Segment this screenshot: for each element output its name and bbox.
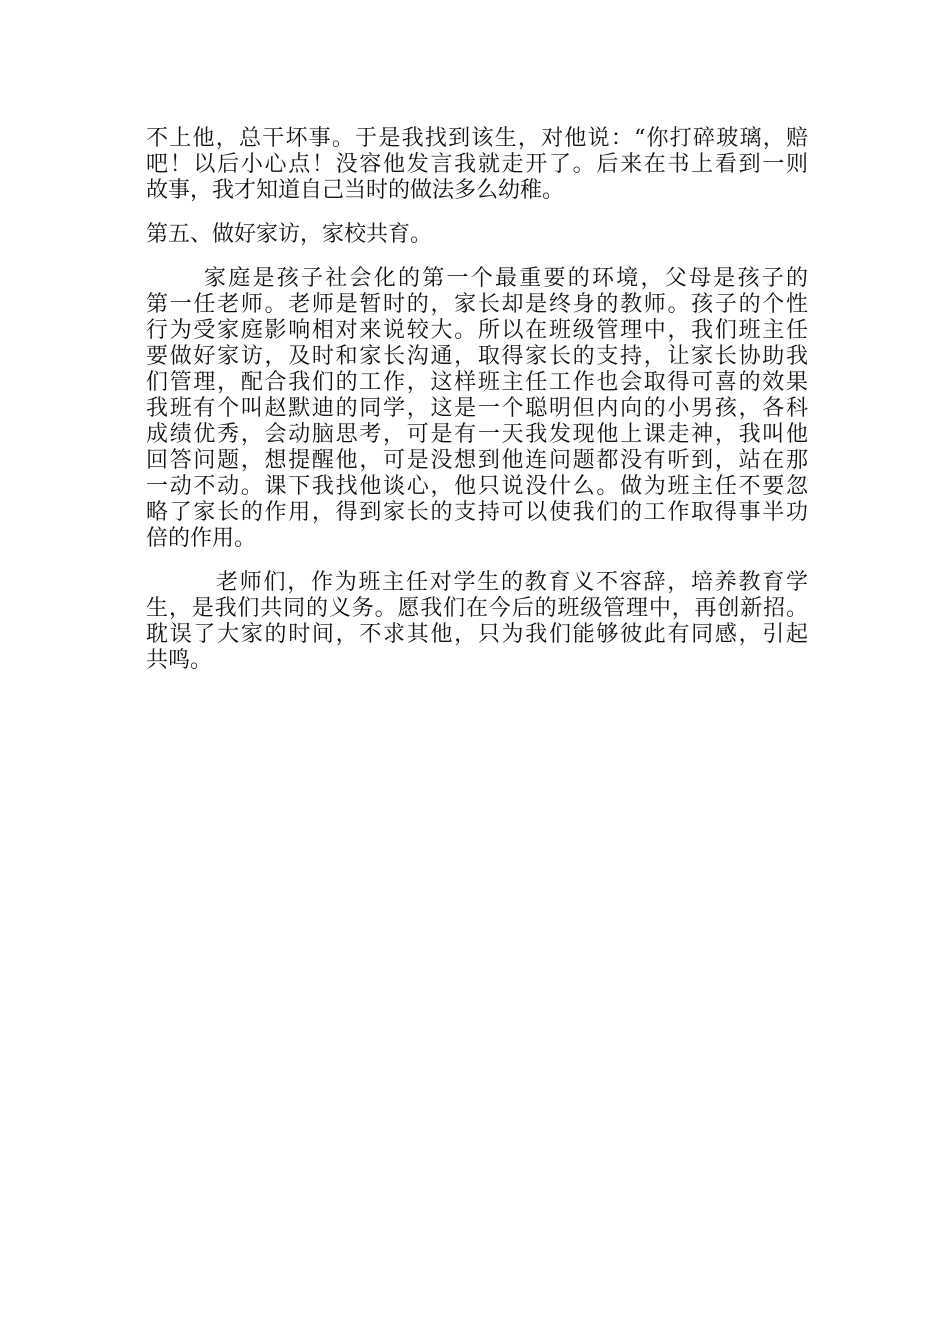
paragraph-continuation bbox=[146, 126, 808, 204]
text-line: 回答问题，想提醒他，可是没想到他连问题都没有听到，站在那 bbox=[146, 448, 808, 473]
text-line: 要做好家访，及时和家长沟通，取得家长的支持，让家长协助我 bbox=[146, 344, 808, 369]
text-line: 老师们，作为班主任对学生的教育义不容辞，培养教育学 bbox=[216, 570, 808, 595]
paragraph-closing bbox=[146, 570, 808, 674]
text-line: 家庭是孩子社会化的第一个最重要的环境，父母是孩子的 bbox=[204, 266, 808, 291]
text-line: 故事，我才知道自己当时的做法多么幼稚。 bbox=[146, 178, 565, 203]
text-line: 我班有个叫赵默迪的同学，这是一个聪明但内向的小男孩，各科 bbox=[146, 396, 808, 421]
text-line: 略了家长的作用，得到家长的支持可以使我们的工作取得事半功 bbox=[146, 500, 808, 525]
text-line: 第一任老师。老师是暂时的，家长却是终身的教师。孩子的个性 bbox=[146, 292, 808, 317]
text-line: 行为受家庭影响相对来说较大。所以在班级管理中，我们班主任 bbox=[146, 318, 808, 343]
section-heading bbox=[146, 222, 808, 248]
text-line: 共鸣。 bbox=[146, 648, 213, 673]
text-line: 吧！以后小心点！没容他发言我就走开了。后来在书上看到一则 bbox=[146, 152, 808, 177]
text-line: 耽误了大家的时间，不求其他，只为我们能够彼此有同感，引起 bbox=[146, 622, 808, 647]
text-line: 不上他，总干坏事。于是我找到该生，对他说：“你打碎玻璃，赔 bbox=[146, 126, 808, 151]
document-body bbox=[146, 126, 808, 674]
heading-line: 第五、做好家访，家校共育。 bbox=[146, 222, 433, 247]
text-line: 一动不动。课下我找他谈心，他只说没什么。做为班主任不要忽 bbox=[146, 474, 808, 499]
paragraph-home-visit bbox=[146, 266, 808, 552]
text-line: 倍的作用。 bbox=[146, 526, 257, 551]
text-line: 生，是我们共同的义务。愿我们在今后的班级管理中，再创新招。 bbox=[146, 596, 808, 621]
text-line: 成绩优秀，会动脑思考，可是有一天我发现他上课走神，我叫他 bbox=[146, 422, 808, 447]
text-line: 们管理，配合我们的工作，这样班主任工作也会取得可喜的效果 bbox=[146, 370, 808, 395]
